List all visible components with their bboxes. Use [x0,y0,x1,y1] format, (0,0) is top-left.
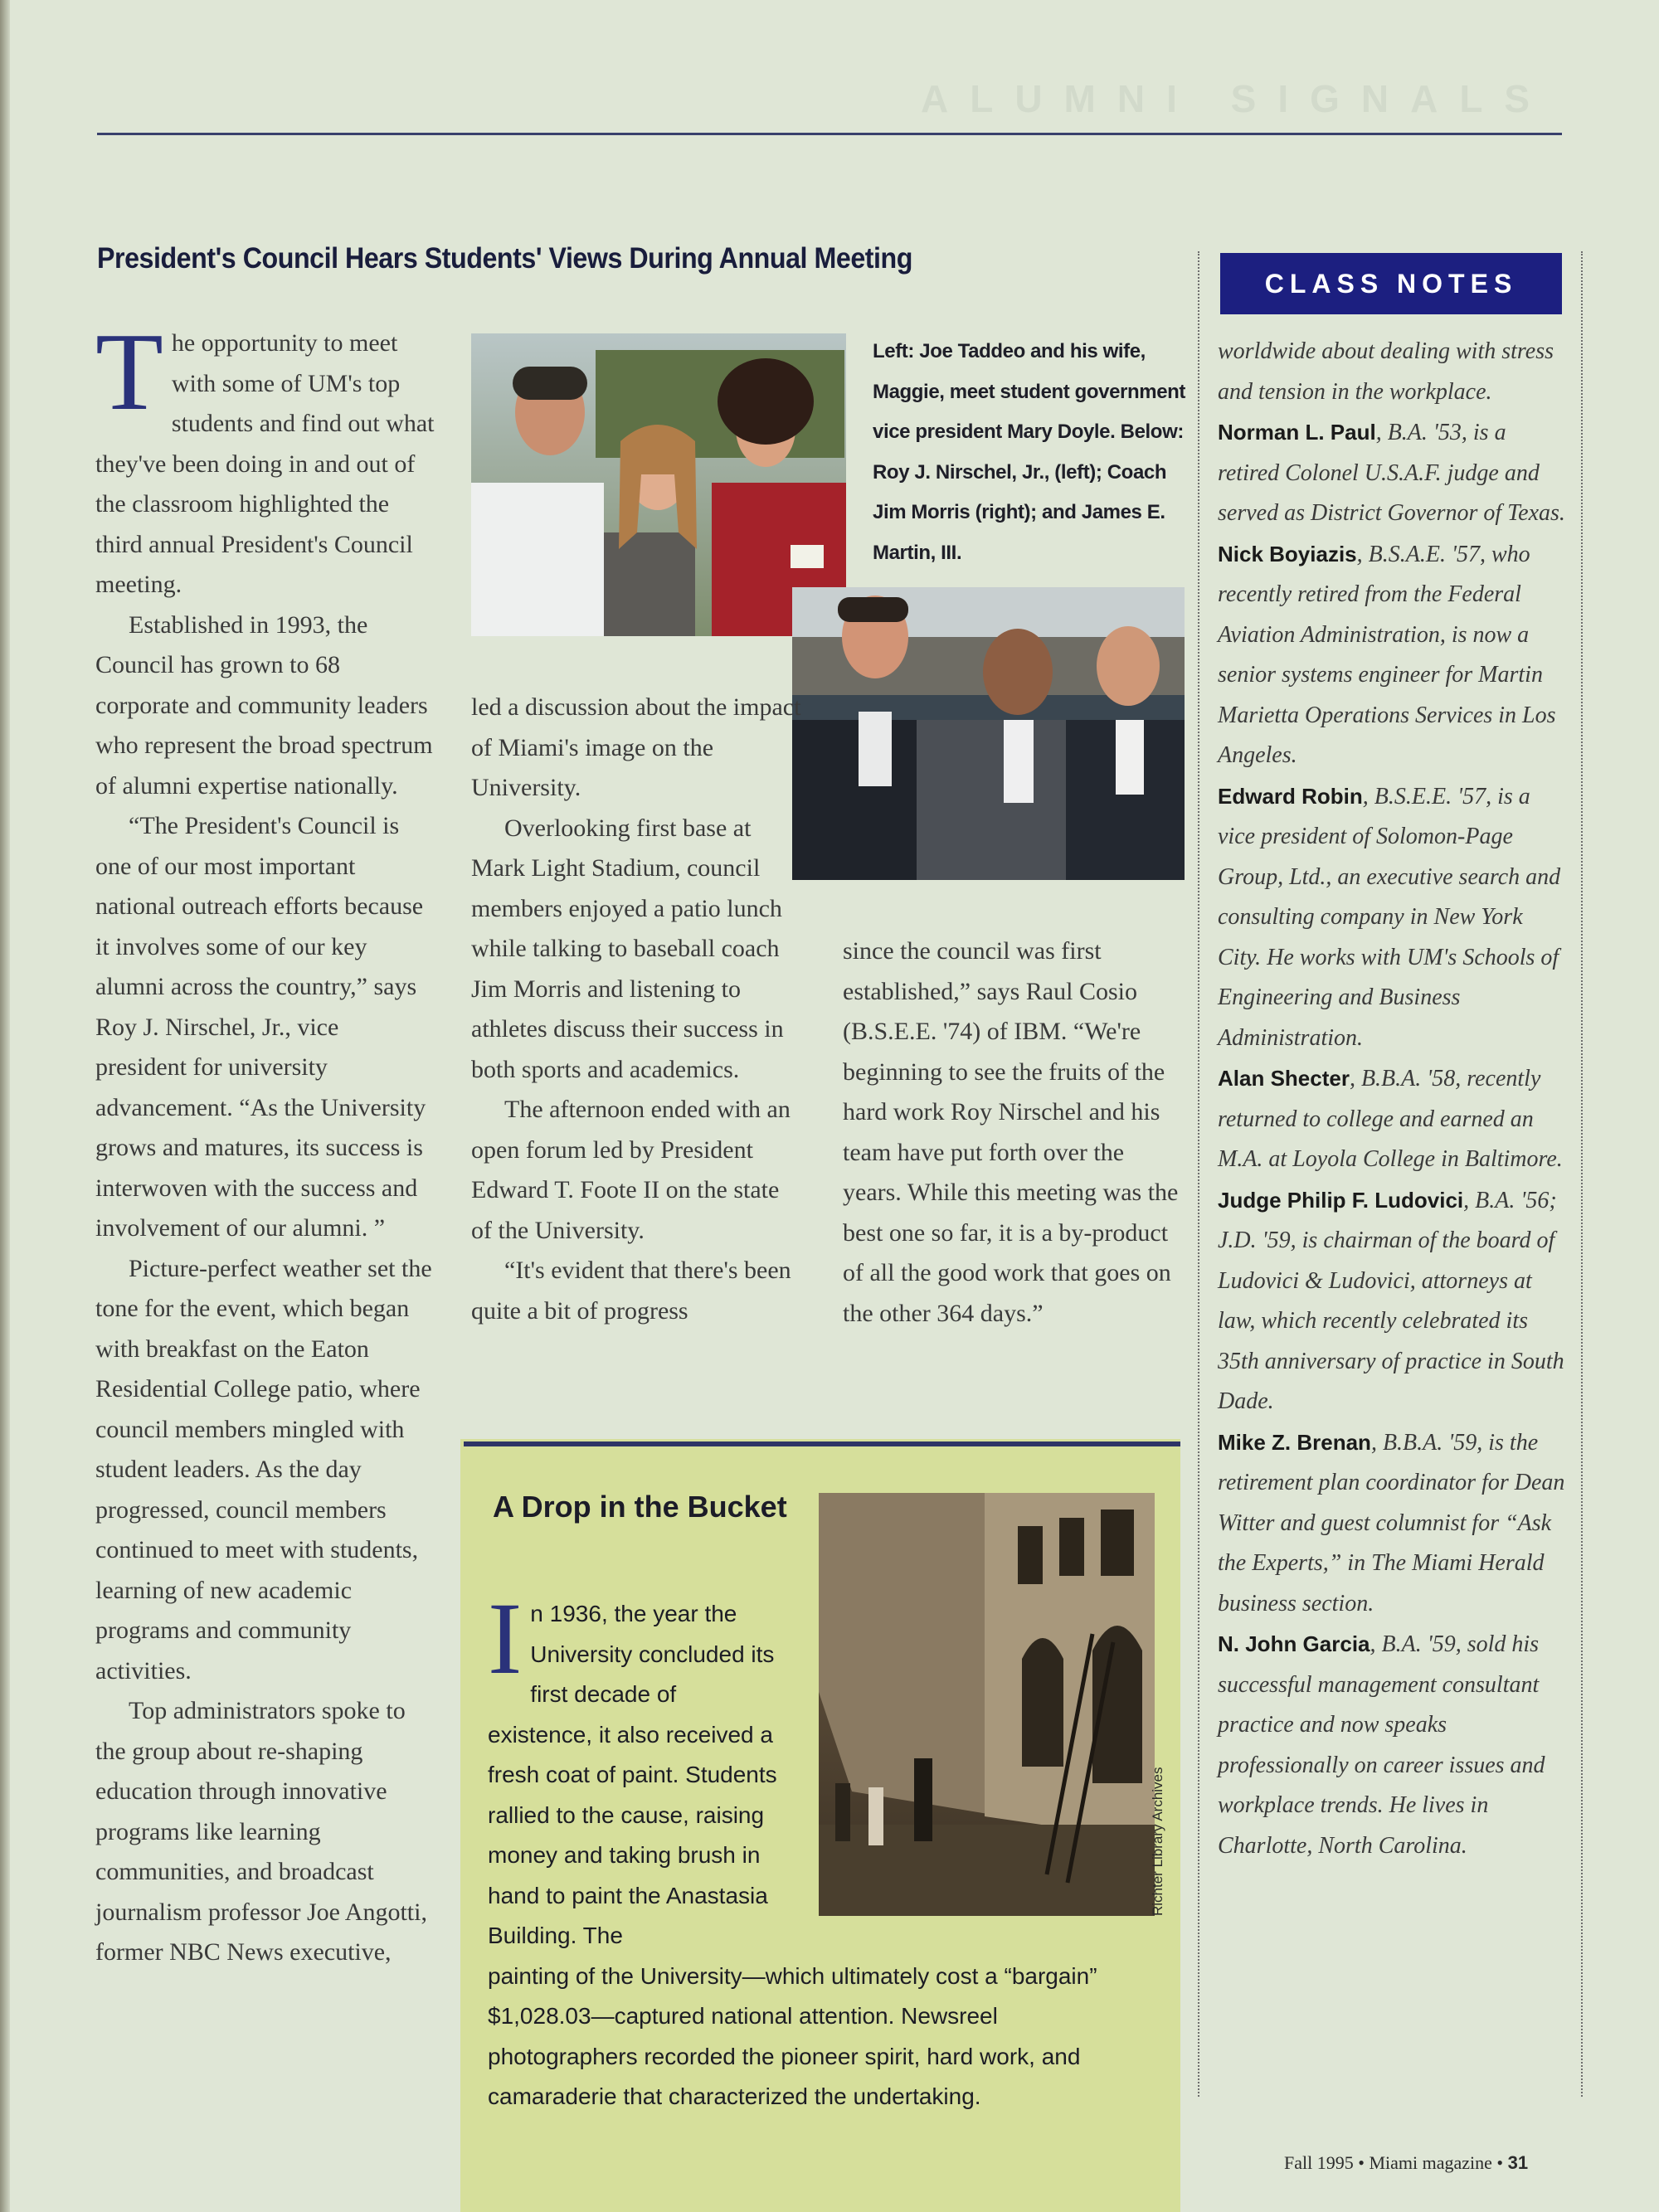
sidebar-rule [464,1441,1180,1446]
article-paragraph: “The President's Council is one of our most important national outreach efforts because it involves some of our key alumni across the country,” says Roy J. Nirschel, Jr., vice president for university advancement. “As the University grows and matures, its success is interwoven with the success and involvement of our alumni. ” [95,812,426,1242]
drop-cap: T [95,310,163,433]
class-note-entry [1218,1624,1569,1866]
photo-caption: Left: Joe Taddeo and his wife, Maggie, meet student government vice president Mary Doyle. Below: Roy J. Nirschel, Jr., (left); Coach Jim Morris (right); and James E. Martin, III. [873,340,1185,564]
class-note-text: , B.A. '56; J.D. '59, is chairman of the board of Ludovici & Ludovici, attorneys at law, which recently celebrated its 35th anniversary of practice in South Dade. [1218,1187,1564,1414]
article-headline: President's Council Hears Students' Views During Annual Meeting [97,242,912,275]
class-note-text: , B.A. '53, is a retired Colonel U.S.A.F. judge and served as District Governor of Texas. [1218,420,1565,526]
sidebar-wrapped-text [488,1582,786,1957]
footer-separator: • [1358,2152,1365,2173]
alumnus-name: Norman L. Paul [1218,420,1376,445]
header-rule [97,133,1562,135]
photo-nirschel-morris-martin [792,587,1185,880]
article-paragraph: Top administrators spoke to the group about re-shaping education through innovative programs like learning communities, and broadcast journalism professor Joe Angotti, former NBC News executive, [95,1697,427,1966]
footer-issue: Fall 1995 [1284,2152,1354,2173]
article-paragraph: The afternoon ended with an open forum led by President Edward T. Foote II on the state of the University. [471,1096,791,1244]
class-note-entry [1218,1058,1569,1180]
article-column-2 [471,688,803,1331]
class-note-text: , B.S.E.E. '57, is a vice president of Solomon-Page Group, Ltd., an executive search and consulting company in New York City. He works with UM's Schools of Engineering and Business Administration. [1218,783,1561,1051]
sidebar-title: A Drop in the Bucket [493,1490,787,1524]
class-notes-list [1218,332,1569,1866]
photo-image [471,333,846,636]
class-notes-header: CLASS NOTES [1220,253,1562,314]
alumnus-name: Nick Boyiazis [1218,541,1357,566]
page-binding-edge [0,0,10,2212]
article-paragraph: Established in 1993, the Council has grown to 68 corporate and community leaders who represent the broad spectrum of alumni expertise nationally. [95,610,433,800]
class-note-entry [1218,534,1569,776]
class-note-text: , B.A. '59, sold his successful management consultant practice and now speaks professionally on career issues and workplace trends. He lives in Charlotte, North Carolina. [1218,1631,1545,1859]
section-header-ghost: ALUMNI SIGNALS [921,77,1552,120]
alumnus-name: Edward Robin [1218,783,1363,809]
article-paragraph: since the council was first established,” says Raul Cosio (B.S.E.E. '74) of IBM. “We're beginning to see the fruits of the hard work Roy Nirschel and his team have put forth over the years. While this meeting was the best one so far, it is a by-product of all the good work that goes on the other 364 days.” [843,937,1179,1327]
photo-image [792,587,1185,880]
page-number: 31 [1507,2152,1529,2173]
article-paragraph: Picture-perfect weather set the tone for the event, which began with breakfast on the Eaton Residential College patio, where council members mingled with student leaders. As the day progressed, council members continued to meet with students, learning of new academic programs and community activities. [95,1254,432,1685]
article-paragraph: “It's evident that there's been quite a bit of progress [471,1257,791,1325]
class-note-text: , B.B.A. '58, recently returned to college and earned an M.A. at Loyola College in Baltimore. [1218,1066,1563,1172]
page-footer [1284,2152,1528,2174]
article-paragraph: led a discussion about the impact of Miami's image on the University. [471,693,801,801]
class-note-intro: worldwide about dealing with stress and tension in the workplace. [1218,338,1554,405]
sidebar-paragraph-start: n 1936, the year the University concluded its first decade of existence, it also received a fresh coat of paint. Students rallied to the cause, raising money and taking brush in hand to paint the Anastasia Building. The [488,1601,777,1948]
footer-magazine: Miami magazine [1369,2152,1492,2173]
sidebar-drop-cap: I [488,1582,523,1695]
alumnus-name: Judge Philip F. Ludovici [1218,1187,1464,1213]
class-note-text: , B.B.A. '59, is the retirement plan coordinator for Dean Witter and guest columnist for “Ask the Experts,” in The Miami Herald business section. [1218,1429,1565,1616]
alumnus-name: Alan Shecter [1218,1066,1350,1091]
photo-credit: Richter Library Archives [1150,1767,1165,1916]
article-paragraph: Overlooking first base at Mark Light Stadium, council members enjoyed a patio lunch while talking to baseball coach Jim Morris and listening to athletes discuss their success in both sports and academics. [471,814,784,1083]
photo-taddeo-doyle [471,333,846,636]
class-note-entry [1218,776,1569,1059]
article-column-1 [95,310,435,1973]
alumnus-name: Mike Z. Brenan [1218,1429,1371,1455]
sidebar-paragraph-end: painting of the University—which ultimately cost a “bargain” $1,028.03—captured national attention. Newsreel photographers recorded the pioneer spirit, hard work, and camaraderie that characterized the undertaking. [488,1962,1097,2109]
class-note-entry [1218,1180,1569,1422]
article-column-3 [843,931,1183,1334]
class-note-entry [1218,1422,1569,1625]
class-note-text: , B.S.A.E. '57, who recently retired from the Federal Aviation Administration, is now a senior systems engineer for Martin Marietta Operations Services in Los Angeles. [1218,541,1556,768]
sidebar-body [488,1582,1151,2117]
alumnus-name: N. John Garcia [1218,1631,1370,1656]
footer-separator: • [1496,2152,1504,2173]
class-note-entry [1218,412,1569,534]
article-paragraph: he opportunity to meet with some of UM's top students and find out what they've been doing in and out of the classroom highlighted the third annual President's Council meeting. [95,329,435,598]
